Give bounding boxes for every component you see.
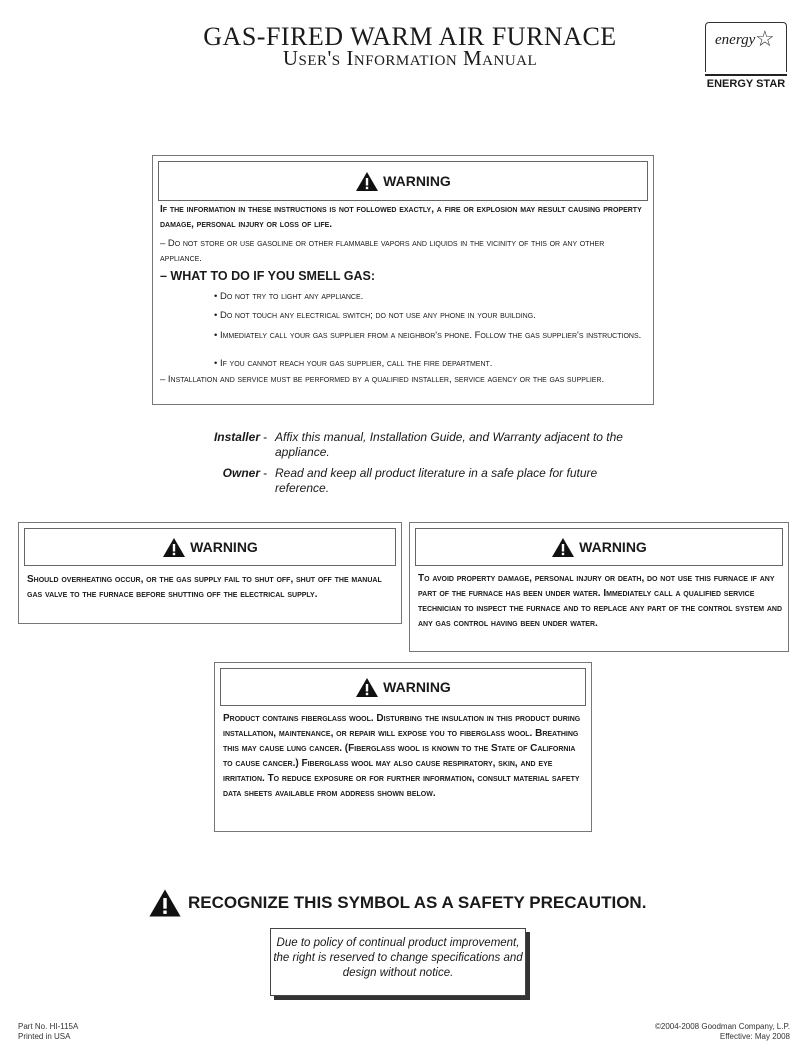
warning-label: WARNING [579, 539, 647, 555]
overheating-warning-text: Should overheating occur, or the gas supply fail to shut off, shut off the manual gas valve to the furnace before shutting off the electrical supply. [27, 574, 382, 600]
safety-symbol-notice [148, 888, 646, 918]
warning-label: WARNING [383, 173, 451, 189]
fiberglass-warning-header [220, 668, 586, 706]
gas-bullet-2: • Do not touch any electrical switch; do not use any phone in your building. [214, 310, 536, 321]
warning-label: WARNING [383, 679, 451, 695]
flood-warning-text: To avoid property damage, personal injury or death, do not use this furnace if any part of the furnace has been under water. Immediately call a qualified service technician to inspect the furnace and to replace any part of the control system and any gas control having been under water. [418, 573, 783, 629]
fiberglass-warning-text: Product contains fiberglass wool. Disturbing the insulation in this product during installation, maintenance, or repair will expose you to fiberglass wool. Breathing this may cause lung cancer. (Fiberglass wool is known to the State of California to cause cancer.) Fiberglass wool may also cause respiratory, skin, and eye irritation. To reduce exposure or for further information, consult material safety data sheets available from address shown below. [223, 713, 581, 799]
warning-icon [148, 888, 182, 918]
main-warning-item-2: – Installation and service must be performed by a qualified installer, service agency or the gas supplier. [160, 374, 605, 385]
gas-bullet-3: • Immediately call your gas supplier from a neighbor's phone. Follow the gas supplier's instructions. [214, 330, 642, 341]
main-warning-box [152, 155, 654, 405]
manual-title: GAS-FIRED WARM AIR FURNACE [203, 22, 617, 51]
installer-row [195, 430, 645, 460]
installer-owner-notes [195, 430, 645, 502]
warning-icon [355, 677, 379, 698]
main-warning-item-1: – Do not store or use gasoline or other flammable vapors and liquids in the vicinity of this or any other appliance. [160, 238, 605, 264]
star-icon: ☆ [755, 26, 775, 51]
flood-warning-box [409, 522, 789, 652]
warning-label: WARNING [190, 539, 258, 555]
smell-gas-heading: – WHAT TO DO IF YOU SMELL GAS: [160, 269, 376, 283]
energy-star-label: ENERGY STAR [705, 74, 787, 90]
manual-subtitle: User's Information Manual [282, 46, 538, 70]
owner-label: Owner [222, 466, 260, 480]
printed-in: Printed in USA [18, 1032, 71, 1041]
installer-label: Installer [213, 430, 260, 444]
main-warning-header [158, 161, 648, 201]
copyright: ©2004-2008 Goodman Company, L.P. [654, 1022, 790, 1031]
installer-dash: - [263, 430, 267, 444]
gas-bullet-1: • Do not try to light any appliance. [214, 291, 364, 302]
part-number: Part No. HI-115A [18, 1022, 79, 1031]
overheating-warning-box [18, 522, 402, 624]
overheating-warning-header [24, 528, 396, 566]
energy-star-logo [705, 22, 787, 92]
installer-text: Affix this manual, Installation Guide, and Warranty adjacent to the appliance. [275, 430, 623, 459]
flood-warning-header [415, 528, 783, 566]
owner-row [195, 466, 645, 496]
warning-icon [162, 537, 186, 558]
main-warning-intro: If the information in these instructions is not followed exactly, a fire or explosion may result causing property damage, personal injury or loss of life. [160, 204, 642, 230]
warning-icon [355, 171, 379, 192]
energy-star-script: energy [715, 32, 756, 48]
owner-dash: - [263, 466, 267, 480]
safety-symbol-text: RECOGNIZE THIS SYMBOL AS A SAFETY PRECAUTION. [188, 893, 647, 912]
fiberglass-warning-box [214, 662, 592, 832]
owner-text: Read and keep all product literature in a safe place for future reference. [275, 466, 598, 495]
warning-icon [551, 537, 575, 558]
policy-notice: Due to policy of continual product improvement, the right is reserved to change specifications and design without notice. [270, 928, 526, 996]
effective-date: Effective: May 2008 [719, 1032, 790, 1041]
gas-bullet-4: • If you cannot reach your gas supplier, call the fire department. [214, 358, 493, 369]
